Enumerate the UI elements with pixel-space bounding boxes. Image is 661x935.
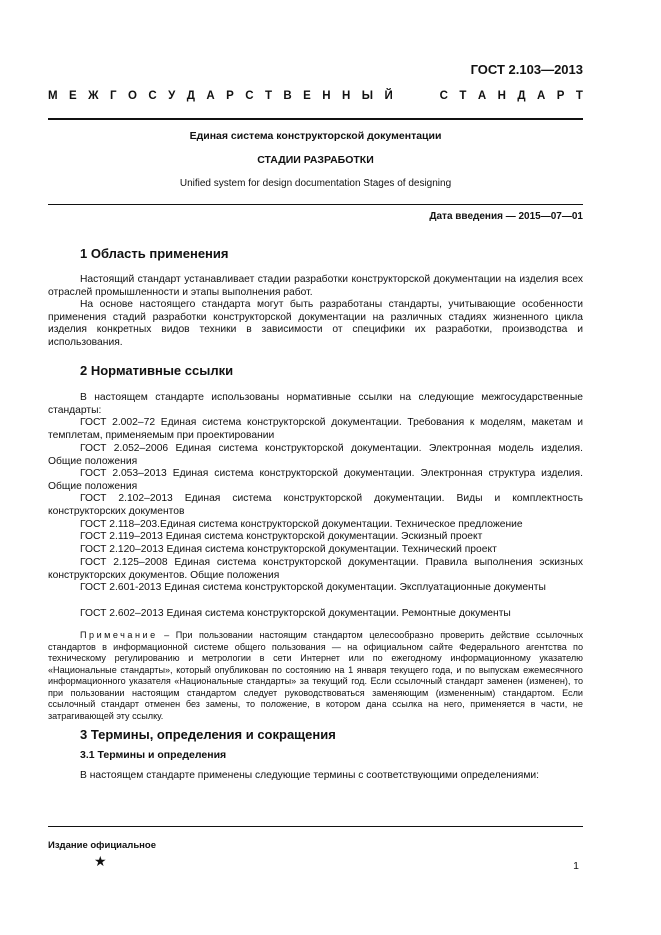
star-icon: ★ <box>94 853 107 869</box>
references-note <box>48 630 583 722</box>
interstate-standard-banner <box>48 90 583 102</box>
official-edition-label: Издание официальное <box>48 840 156 851</box>
banner-letter: Ы <box>361 90 374 102</box>
banner-letter: Т <box>264 90 272 102</box>
document-title: СТАДИИ РАЗРАБОТКИ <box>257 154 374 166</box>
banner-letter: Н <box>322 90 331 102</box>
introduction-date: Дата введения — 2015—07—01 <box>429 211 583 222</box>
reference-item: ГОСТ 2.052–2006 Единая система конструкторской документации. Электронная модель изделия. Общие положения <box>48 443 583 467</box>
banner-letter: Е <box>69 90 77 102</box>
page-number: 1 <box>573 860 579 872</box>
banner-letter: Р <box>556 90 565 102</box>
section-3-heading: 3 Термины, определения и сокращения <box>80 727 336 742</box>
section-1-paragraph: На основе настоящего стандарта могут быть разработаны стандарты, учитывающие особенности применения стадий разработки конструкторской документации на различных стадиях жизненного цикла изделия конкретных видов техники в зависимости от специфики их разработки, производства и использования. <box>48 299 583 348</box>
banner-letter: С <box>148 90 157 102</box>
banner-letter: Д <box>517 90 526 102</box>
banner-letter: В <box>283 90 292 102</box>
banner-letter: Р <box>226 90 234 102</box>
footer-divider <box>48 826 583 827</box>
banner-letter: Т <box>459 90 467 102</box>
section-1-heading: 1 Область применения <box>80 246 229 261</box>
reference-item: ГОСТ 2.102–2013 Единая система конструкторской документации. Виды и комплектность конструкторских документов <box>48 493 583 517</box>
banner-letter: А <box>477 90 487 102</box>
reference-item: ГОСТ 2.601-2013 Единая система конструкторской документации. Эксплуатационные документы <box>80 582 546 593</box>
banner-letter: Е <box>303 90 311 102</box>
banner-letter: Т <box>575 90 583 102</box>
reference-item: ГОСТ 2.602–2013 Единая система конструкторской документации. Ремонтные документы <box>80 608 511 619</box>
banner-letter: Ж <box>88 90 99 102</box>
banner-letter: М <box>48 90 58 102</box>
reference-item: ГОСТ 2.120–2013 Единая система конструкторской документации. Технический проект <box>80 544 497 555</box>
section-1-paragraph: Настоящий стандарт устанавливает стадии разработки конструкторской документации на изделия всех отраслей промышленности и этапы выполнения работ. <box>48 274 583 298</box>
english-title: Unified system for design documentation Stages of designing <box>179 178 452 189</box>
banner-letter: У <box>168 90 176 102</box>
banner-letter: Н <box>342 90 351 102</box>
banner-letter: О <box>127 90 137 102</box>
banner-letter: Н <box>497 90 506 102</box>
banner-gap <box>404 90 428 102</box>
system-title: Единая система конструкторской документации <box>189 130 442 142</box>
section-2-heading: 2 Нормативные ссылки <box>80 363 234 378</box>
section-3-1-intro: В настоящем стандарте применены следующие термины с соответствующими определениями: <box>80 770 540 781</box>
reference-item: ГОСТ 2.053–2013 Единая система конструкторской документации. Электронная структура изделия. Общие положения <box>48 468 583 492</box>
banner-letter: С <box>439 90 448 102</box>
reference-item: ГОСТ 2.118–203.Единая система конструкторской документации. Техническое предложение <box>80 519 523 530</box>
reference-item: ГОСТ 2.125–2008 Единая система конструкторской документации. Правила выполнения эскизных конструкторских документов. Общие положения <box>48 557 583 581</box>
section-3-1-heading: 3.1 Термины и определения <box>80 749 227 761</box>
header-divider <box>48 118 583 120</box>
references-intro: В настоящем стандарте использованы нормативные ссылки на следующие межгосударственные стандарты: <box>48 392 583 416</box>
note-label: Примечание <box>80 630 158 640</box>
banner-letter: А <box>536 90 546 102</box>
banner-letter: Й <box>384 90 393 102</box>
banner-letter: Д <box>186 90 195 102</box>
banner-letter: Г <box>109 90 117 102</box>
reference-item: ГОСТ 2.002–72 Единая система конструкторской документации. Требования к моделям, макетам и темплетам, применяемым при проектировании <box>48 417 583 441</box>
reference-item: ГОСТ 2.119–2013 Единая система конструкторской документации. Эскизный проект <box>80 531 483 542</box>
standard-code: ГОСТ 2.103—2013 <box>470 62 583 77</box>
banner-letter: А <box>206 90 215 102</box>
banner-letter: С <box>245 90 254 102</box>
title-divider <box>48 204 583 205</box>
note-text: – При пользовании настоящим стандартом целесообразно проверить действие ссылочных стандартов в информационной системе общего пользования — на официальном сайте Федерального агентства по техническому регулированию и метрологии в сети Интернет или по ежегодному информационному указателю «Национальные стандарты», который опубликован по состоянию на 1 января текущего года, и по выпускам ежемесячного информационного указателя «Национальные стандарты» за текущий год. Если ссылочный стандарт заменен (изменен), то при пользовании настоящим стандартом следует руководствоваться заменяющим (измененным) стандартом. Если ссылочный стандарт отменен без замены, то положение, в котором дана ссылка на него, применяется в части, не затрагивающей эту ссылку. <box>48 630 583 721</box>
